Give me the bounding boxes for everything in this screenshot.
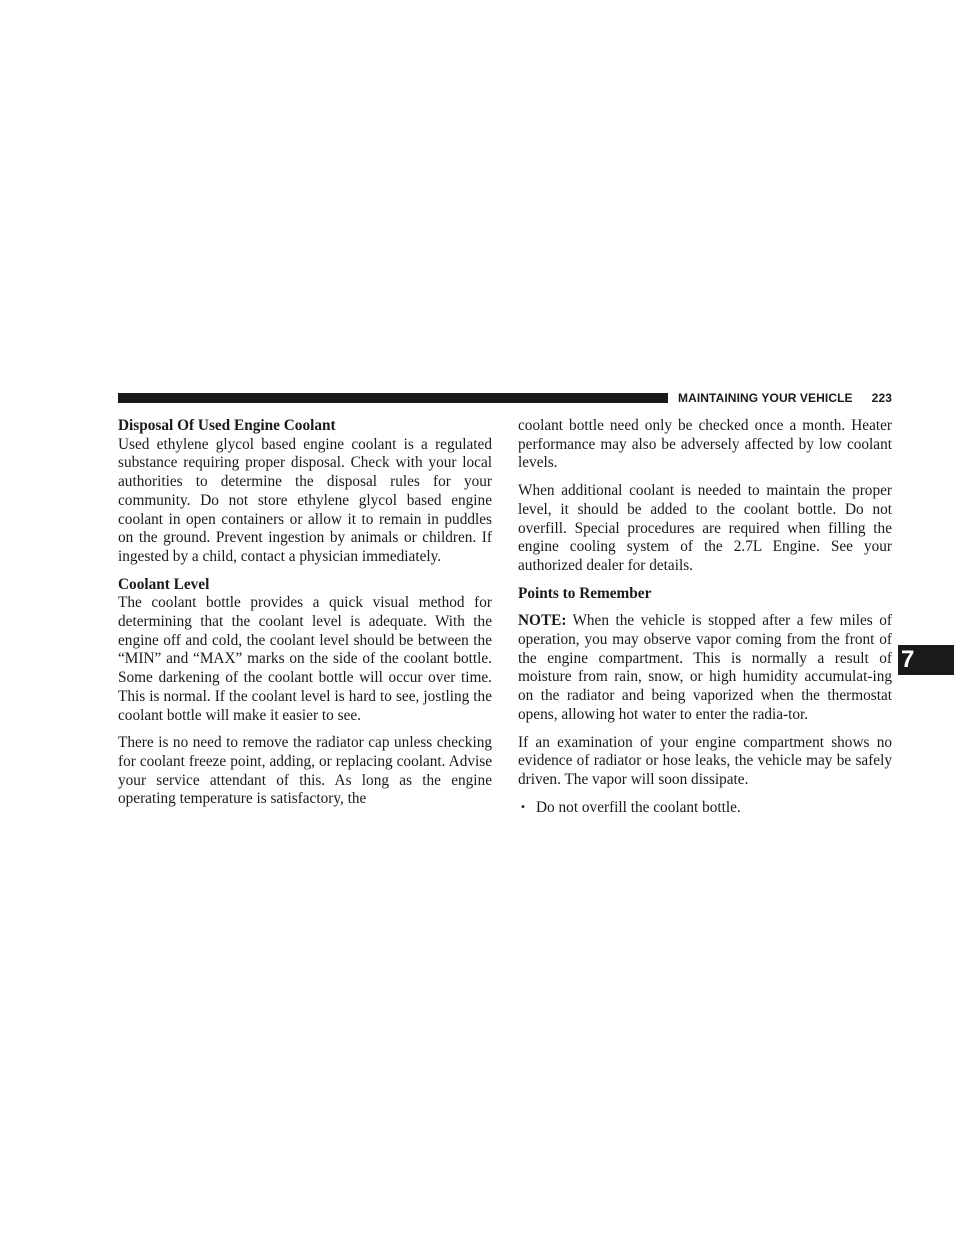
page-number: 223 bbox=[871, 391, 892, 405]
list-item bbox=[518, 799, 892, 818]
disposal-paragraph: Used ethylene glycol based engine coolant is a regulated substance requiring proper disposal. Check with your local authorities to determine the disposal rules for your community. Do not store ethylene glycol based engine coolant in open containers or allow it to remain in puddles on the ground. Prevent ingestion by animals or children. If ingested by a child, contact a physician immediately. bbox=[118, 435, 492, 565]
continued-paragraph: coolant bottle need only be checked once a month. Heater performance may also be adversely affected by low coolant levels. bbox=[518, 417, 892, 472]
chapter-tab: 7 bbox=[898, 645, 954, 675]
header-rule bbox=[118, 393, 668, 403]
disposal-heading: Disposal Of Used Engine Coolant bbox=[118, 417, 336, 434]
note-label: NOTE: bbox=[518, 612, 567, 630]
coolant-level-paragraph: The coolant bottle provides a quick visual method for determining that the coolant level is adequate. With the engine off and cold, the coolant level should be between the “MIN” and “MAX” marks on the side of the coolant bottle. Some darkening of the coolant bottle will occur over time. This is normal. If the coolant level is hard to see, jostling the coolant bottle will make it easier to see. bbox=[118, 594, 492, 724]
bullet-icon: • bbox=[520, 801, 526, 813]
right-column bbox=[518, 417, 892, 817]
running-header bbox=[678, 390, 892, 406]
radiator-cap-paragraph: There is no need to remove the radiator cap unless checking for coolant freeze point, adding, or replacing coolant. Advise your service attendant of this. As long as the engine operating temperature is satisfactory, the bbox=[118, 734, 492, 808]
examination-paragraph: If an examination of your engine compartment shows no evidence of radiator or hose leaks, the vehicle may be safely driven. The vapor will soon dissipate. bbox=[518, 733, 892, 788]
left-column bbox=[118, 417, 492, 818]
section-title: MAINTAINING YOUR VEHICLE bbox=[678, 391, 853, 405]
note-paragraph bbox=[518, 612, 892, 724]
bullet-text: Do not overfill the coolant bottle. bbox=[536, 798, 741, 816]
coolant-level-heading: Coolant Level bbox=[118, 575, 210, 593]
additional-coolant-paragraph: When additional coolant is needed to maintain the proper level, it should be added to the coolant bottle. Do not overfill. Special procedures are required when filling the engine cooling system of the 2.7L Engine. See your authorized dealer for details. bbox=[518, 482, 892, 574]
points-heading: Points to Remember bbox=[518, 584, 652, 602]
note-text: When the vehicle is stopped after a few miles of operation, you may observe vapor coming from the front of the engine compartment. This is normally a result of moisture from rain, snow, or high humidity accumulat-ing on the radiator and being vaporized when the thermostat opens, allowing hot water to enter the radia-tor. bbox=[518, 612, 892, 723]
